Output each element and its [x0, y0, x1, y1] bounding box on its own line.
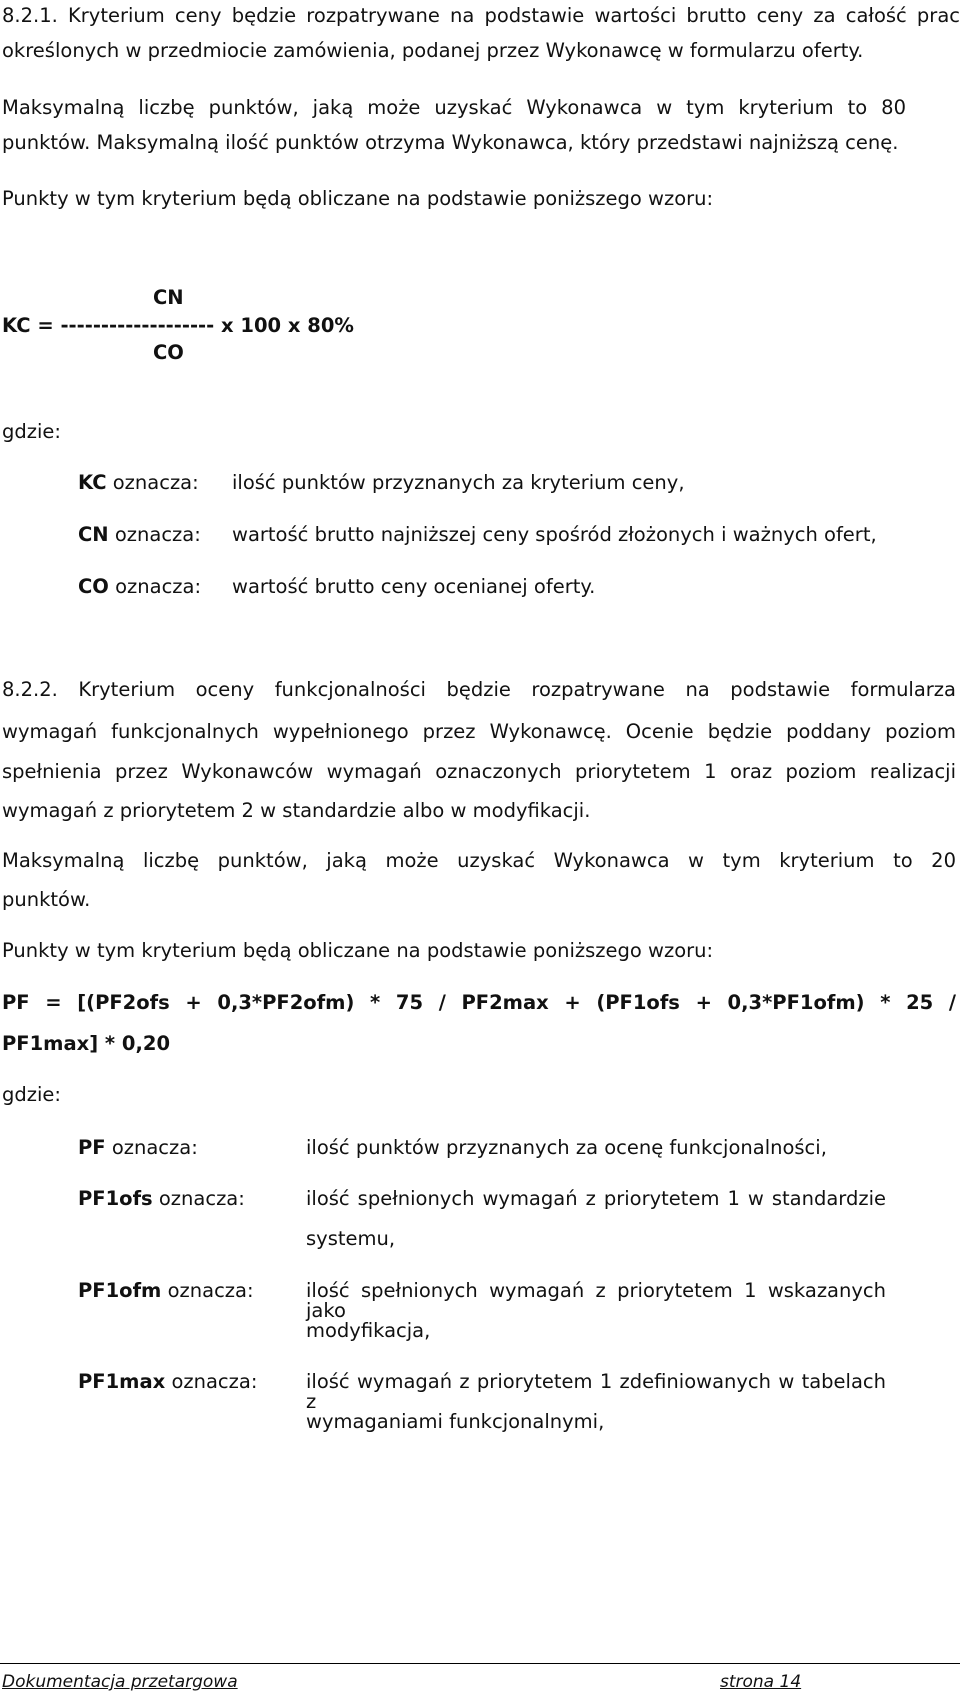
where-label: gdzie:	[2, 1083, 61, 1106]
formula-numerator: CN	[153, 286, 184, 309]
definition-term: KC oznacza:	[78, 471, 199, 494]
paragraph-line: wymagań funkcjonalnych wypełnionego przez Wykonawcę. Ocenie będzie poddany poziom	[2, 720, 956, 743]
definition-description: ilość spełnionych wymagań z priorytetem 1 w standardzie	[306, 1187, 886, 1210]
definition-description: wartość brutto najniższej ceny spośród złożonych i ważnych ofert,	[232, 523, 877, 546]
definition-description: ilość spełnionych wymagań z priorytetem 1 wskazanych jako	[306, 1279, 886, 1322]
definition-description-cont: modyfikacja,	[306, 1319, 431, 1342]
paragraph-line: wymagań z priorytetem 2 w standardzie albo w modyfikacji.	[2, 799, 591, 822]
paragraph-line: spełnienia przez Wykonawców wymagań oznaczonych priorytetem 1 oraz poziom realizacji	[2, 760, 956, 783]
paragraph-line: określonych w przedmiocie zamówienia, podanej przez Wykonawcę w formularzu oferty.	[2, 39, 864, 62]
paragraph-line: 8.2.1. Kryterium ceny będzie rozpatrywane na podstawie wartości brutto ceny za całość prac	[2, 4, 960, 27]
paragraph-line: Punkty w tym kryterium będą obliczane na podstawie poniższego wzoru:	[2, 939, 714, 962]
definition-description-cont: systemu,	[306, 1227, 396, 1250]
definition-description: ilość punktów przyznanych za kryterium ceny,	[232, 471, 685, 494]
definition-term: CO oznacza:	[78, 575, 202, 598]
footer-rule	[0, 1663, 960, 1664]
page-number: strona 14	[720, 1672, 802, 1692]
definition-description-cont: wymaganiami funkcjonalnymi,	[306, 1410, 605, 1433]
definition-term: PF1max oznacza:	[78, 1370, 258, 1393]
definition-term: PF1ofs oznacza:	[78, 1187, 245, 1210]
where-label: gdzie:	[2, 420, 61, 443]
definition-description: ilość punktów przyznanych za ocenę funkcjonalności,	[306, 1136, 827, 1159]
paragraph-line: Punkty w tym kryterium będą obliczane na podstawie poniższego wzoru:	[2, 187, 714, 210]
definition-description: ilość wymagań z priorytetem 1 zdefiniowanych w tabelach z	[306, 1370, 886, 1413]
paragraph-line: Maksymalną liczbę punktów, jaką może uzyskać Wykonawca w tym kryterium to 20	[2, 849, 956, 872]
formula-line: PF = [(PF2ofs + 0,3*PF2ofm) * 75 / PF2max + (PF1ofs + 0,3*PF1ofm) * 25 /	[2, 991, 956, 1014]
paragraph-line: Maksymalną liczbę punktów, jaką może uzyskać Wykonawca w tym kryterium to 80	[2, 96, 906, 119]
paragraph-line: punktów.	[2, 888, 91, 911]
formula-denominator: CO	[153, 341, 184, 364]
definition-term: CN oznacza:	[78, 523, 201, 546]
formula-main: KC = ------------------- x 100 x 80%	[2, 314, 354, 337]
definition-description: wartość brutto ceny ocenianej oferty.	[232, 575, 596, 598]
definition-term: PF oznacza:	[78, 1136, 198, 1159]
footer-title: Dokumentacja przetargowa	[2, 1672, 238, 1692]
definition-term: PF1ofm oznacza:	[78, 1279, 254, 1302]
paragraph-line: punktów. Maksymalną ilość punktów otrzyma Wykonawca, który przedstawi najniższą cenę.	[2, 131, 899, 154]
formula-line: PF1max] * 0,20	[2, 1032, 171, 1055]
paragraph-line: 8.2.2. Kryterium oceny funkcjonalności będzie rozpatrywane na podstawie formularza	[2, 678, 956, 701]
